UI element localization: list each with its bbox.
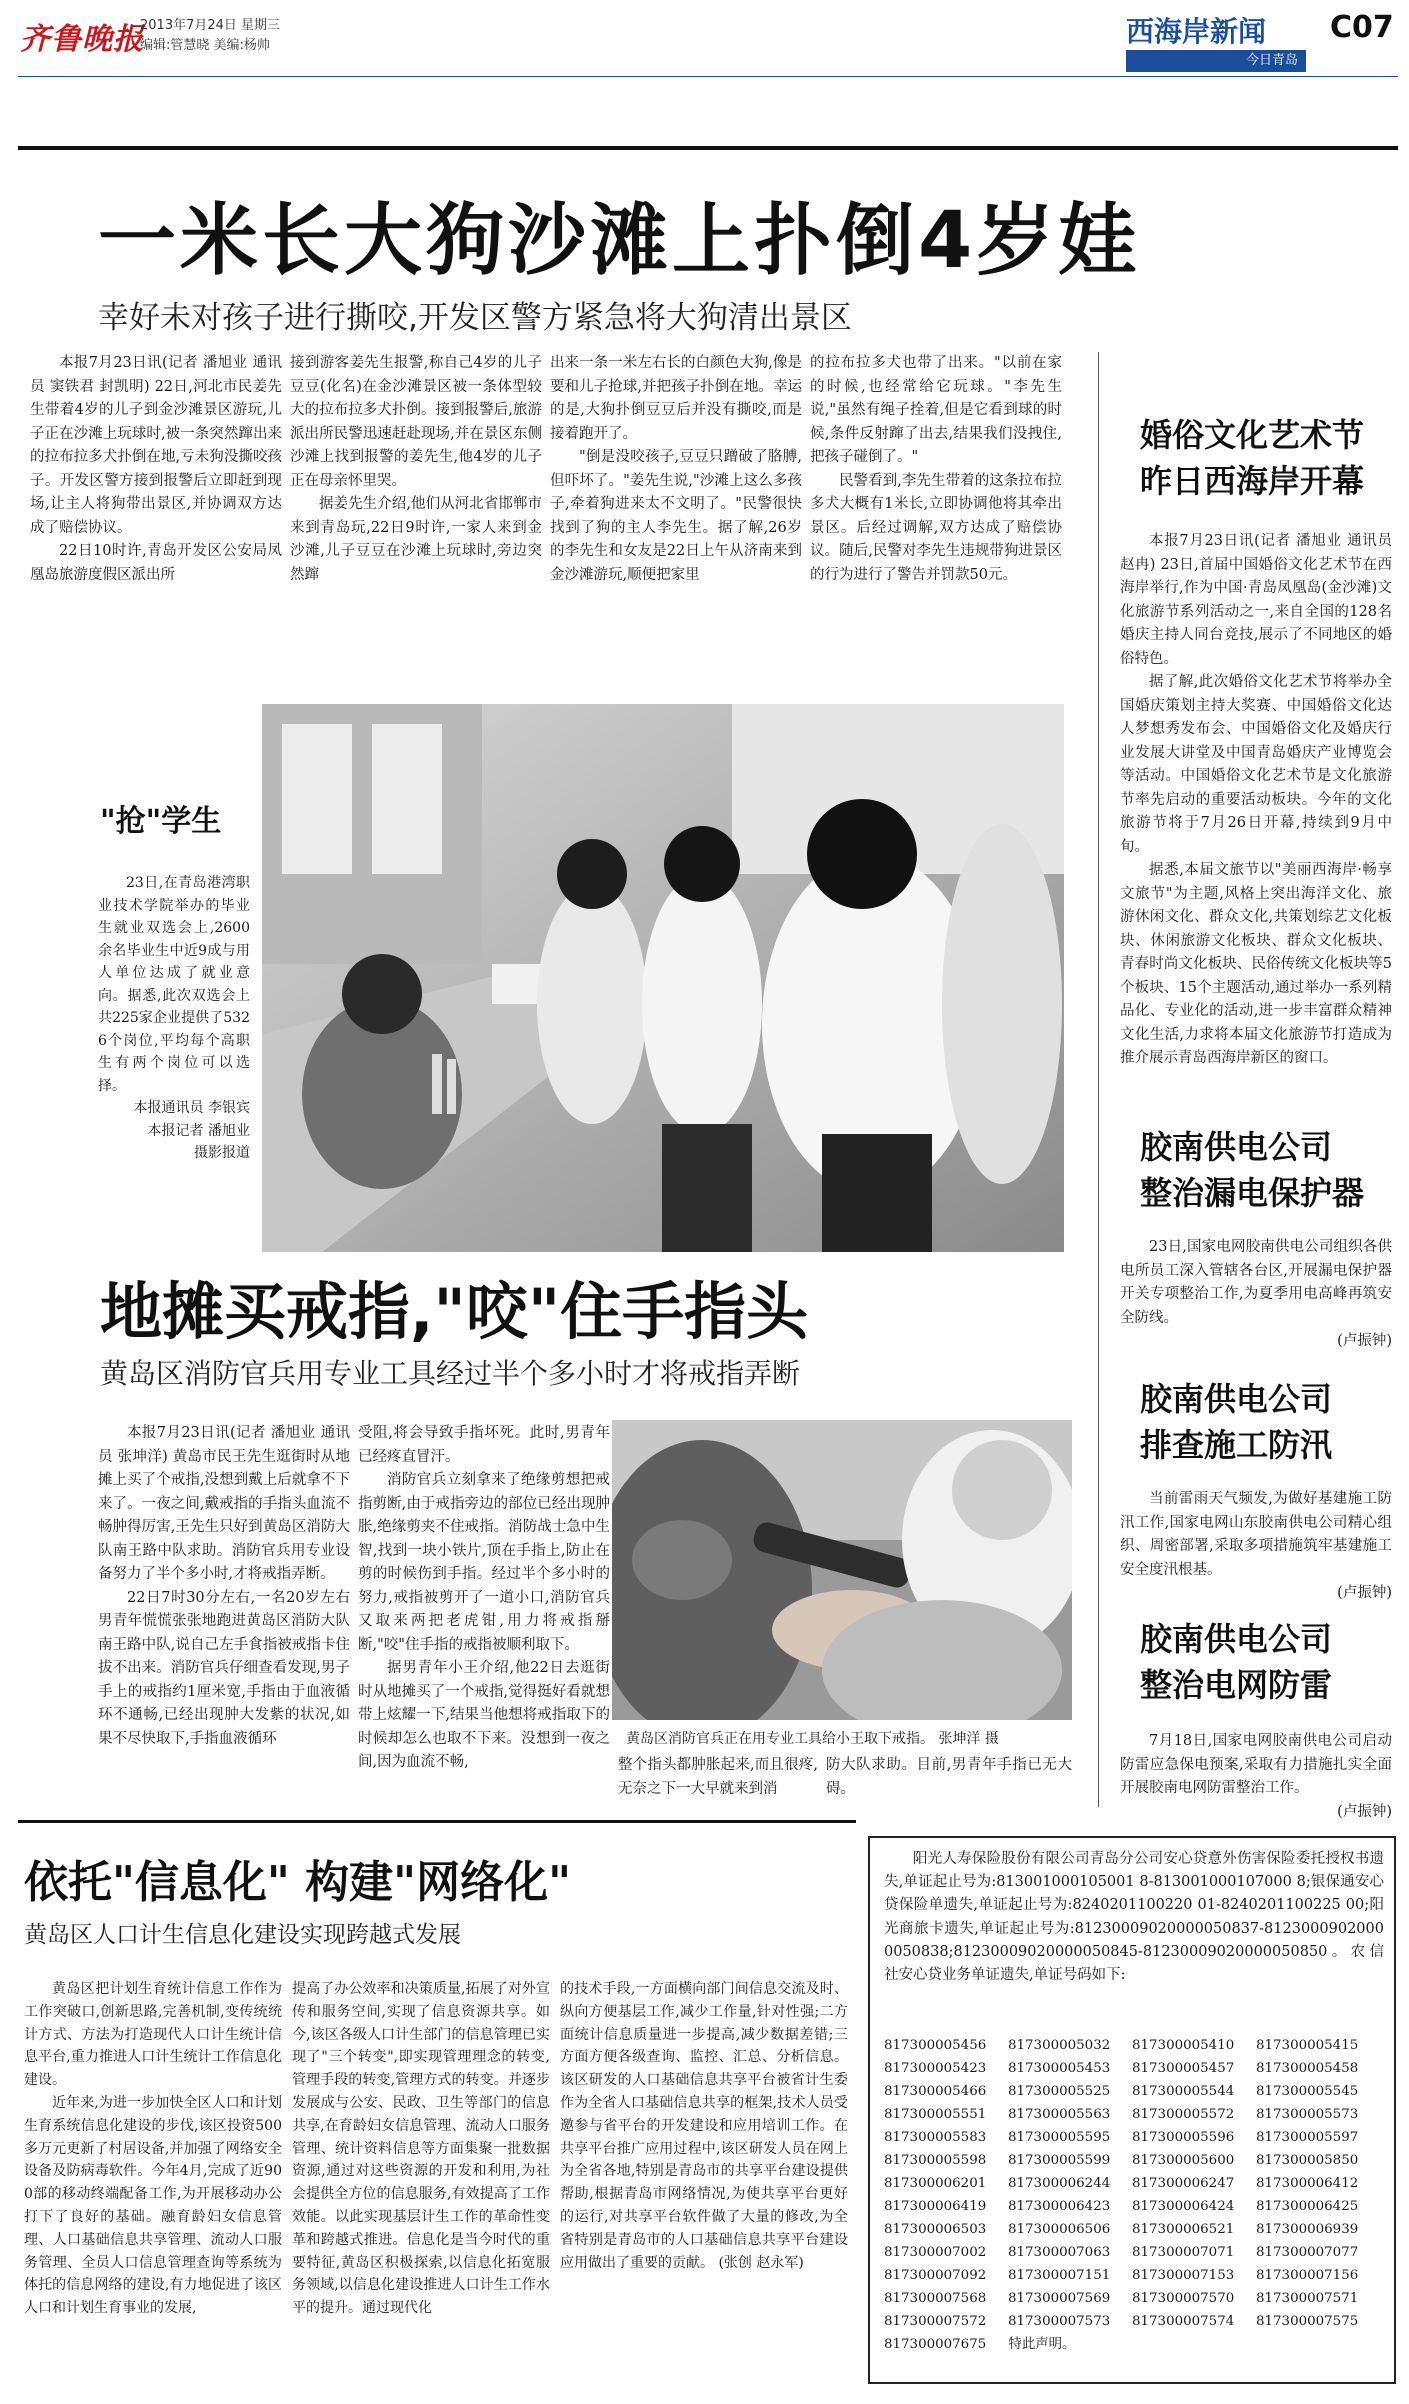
article1-col2 [290,352,542,587]
date-line: 2013年7月24日 星期三 [140,18,281,33]
certificate-code: 817300007572 [884,2314,987,2329]
certificate-code: 817300006244 [1008,2176,1111,2191]
certificate-code: 817300005850 [1256,2153,1359,2168]
page-number: C07 [1330,10,1394,45]
sidebar-paragraph: 当前雷雨天气频发,为做好基建施工防汛工作,国家电网山东胶南供电公司精心组织、周密部署,采取多项措施筑牢基建施工安全度汛根基。 [1120,1491,1392,1578]
certificate-code: 817300006503 [884,2222,987,2237]
certificate-code: 817300007092 [884,2268,987,2283]
certificate-code: 817300005544 [1132,2084,1235,2099]
article1-col3 [550,352,802,587]
job-fair-photo-image [262,704,1064,1252]
sidebar-story4-body [1120,1730,1392,1824]
article1-col1 [30,352,282,587]
sidebar-story1-body [1120,530,1392,1071]
sidebar-story4-title-line: 胶南供电公司 [1140,1620,1333,1658]
notice-code-row [884,2172,1384,2195]
article2-tail-left [618,1754,818,1801]
sidebar-story4-title-line: 整治电网防雷 [1140,1666,1333,1704]
section-bar [1040,10,1400,68]
sidebar-story2-body [1120,1236,1392,1354]
ring-removal-photo-image [612,1420,1072,1720]
certificate-code: 817300007063 [1008,2245,1111,2260]
job-fair-caption-text [98,872,250,1165]
certificate-code: 817300006247 [1132,2176,1235,2191]
sidebar-paragraph: 本报7月23日讯(记者 潘旭业 通讯员 赵冉) 23日,首届中国婚俗文化艺术节在西海岸举行,作为中国·青岛凤凰岛(金沙滩)文化旅游节系列活动之一,来自全国的128名婚庆主持人同台竞技,展示了不同地区的婚俗特色。 [1120,533,1392,667]
certificate-code: 817300005545 [1256,2084,1359,2099]
certificate-code: 817300006424 [1132,2199,1235,2214]
certificate-code: 817300005525 [1008,2084,1111,2099]
article1-col4 [810,352,1062,587]
certificate-code: 817300005596 [1132,2130,1235,2145]
article2-headline: 地摊买戒指,"咬"住手指头 [100,1275,809,1348]
certificate-code: 817300005597 [1256,2130,1359,2145]
certificate-code: 817300007002 [884,2245,987,2260]
certificate-code: 817300005458 [1256,2061,1359,2076]
certificate-code: 817300005563 [1008,2107,1111,2122]
sidebar-paragraph: 据了解,此次婚俗文化艺术节将举办全国婚庆策划主持大奖赛、中国婚俗文化达人梦想秀发布会、中国婚俗文化及婚庆行业发展大讲堂及中国青岛婚庆产业博览会等活动。中国婚俗文化艺术节是文化旅游节率先启动的重要活动板块。今年的文化旅游节将于7月26日开幕,持续到9月中旬。 [1120,674,1392,855]
certificate-code: 817300006425 [1256,2199,1359,2214]
article1-paragraph: 的拉布拉多犬也带了出来。"以前在家的时候,也经常给它玩球。"李先生说,"虽然有绳子拴着,但是它看到球的时候,条件反射蹿了出去,结果我们没拽住,把孩子碰倒了。" [810,355,1062,465]
photo-credit: 本报通讯员 李银宾 [133,1100,250,1116]
notice-code-row [884,2103,1384,2126]
certificate-code: 817300005572 [1132,2107,1235,2122]
article1-paragraph: "倒是没咬孩子,豆豆只蹭破了胳膊,但吓坏了。"姜先生说,"沙滩上这么多孩子,牵着狗进来太不文明了。"民警很快找到了狗的主人李先生。据了解,26岁的李先生和女友是22日上午从济南来到金沙滩游玩,顺便把家里 [550,449,802,583]
certificate-code: 817300007077 [1256,2245,1359,2260]
sidebar-byline: (卢振钟) [1337,1803,1392,1820]
section-title: 西海岸新闻 [1126,15,1267,48]
notice-ending: 特此声明。 [1008,2337,1076,2352]
job-fair-photo [262,704,1064,1252]
sidebar-story3-title-line: 排查施工防汛 [1140,1426,1333,1464]
job-fair-caption-paragraph: 23日,在青岛港湾职业技术学院举办的毕业生就业双选会上,2600余名毕业生中近9成与用人单位达成了就业意向。据悉,此次双选会上共225家企业提供了5326个岗位,平均每个高职生有两个岗位可以选择。 [98,875,250,1094]
certificate-code: 817300005466 [884,2084,987,2099]
notice-code-row [884,2034,1384,2057]
editor-line: 编辑:管慧晓 美编:杨帅 [140,38,270,53]
article3-paragraph: 近年来,为进一步加快全区人口和计划生育系统信息化建设的步伐,该区投资500多万元更新了村居设备,并加强了网络安全设备及防病毒软件。今年4月,完成了近900部的移动终端配备工作,为开展移动办公打下了良好的基础。融育龄妇女信息管理、人口基础信息共享管理、流动人口服务管理、全员人口信息管理查询等系统为体托的信息网络的建设,有力地促进了该区人口和计划生育事业的发展, [24,2094,282,2317]
sidebar-story2-title-line: 胶南供电公司 [1140,1128,1333,1166]
notice-code-row [884,2310,1384,2333]
article3-paragraph: 的技术手段,一方面横向部门间信息交流及时、纵向方便基层工作,减少工作量,针对性强;二方面统计信息质量进一步提高,减少数据差错;三方面方便各级查询、监控、汇总、分析信息。该区研发的人口基础信息共享平台被省计生委作为全省人口基础信息共享的框架,技术人员受邀参与省平台的开发建设和应用培训工作。在共享平台推广应用过程中,该区研发人员在网上为全省各地,特别是青岛市的共享平台建设提供帮助,根据青岛市网络情况,为使共享平台更好的运行,对共享平台软件做了大量的修改,为全省特别是青岛市的人口基础信息共享平台建设应用做出了重要的贡献。 (张创 赵永军) [560,1981,848,2271]
article3-paragraph: 提高了办公效率和决策质量,拓展了对外宣传和服务空间,实现了信息资源共享。如今,该区各级人口计生部门的信息管理已实现了"三个转变",即实现管理理念的转变,管理手段的转变,管理方式的转变。并逐步发展成与公安、民政、卫生等部门的信息共享,在育龄妇女信息管理、流动人口服务管理、统计资料信息等方面集聚一批数据资源,通过对这些资源的开发和利用,为社会提供全方位的信息服务,有效提高了工作效能。以此实现基层计生工作的革命性变革和跨越式推进。信息化是当今时代的重要特征,黄岛区积极探索,以信息化拓宽服务领域,以信息化建设推进人口计生工作水平的提升。通过现代化 [292,1981,550,2317]
certificate-code: 817300005457 [1132,2061,1235,2076]
certificate-code: 817300005573 [1256,2107,1359,2122]
notice-code-row [884,2241,1384,2264]
certificate-code: 817300006521 [1132,2222,1235,2237]
article2-col1 [98,1422,350,1751]
sidebar-story2-title [1140,1124,1364,1216]
certificate-code: 817300007675 [884,2337,987,2352]
sidebar-byline: (卢振钟) [1337,1333,1392,1349]
article1-paragraph: 本报7月23日讯(记者 潘旭业 通讯员 窦铁君 封凯明) 22日,河北市民姜先生带着4岁的儿子到金沙滩景区游玩,儿子正在沙滩上玩球时,被一条突然蹿出来的拉布拉多犬扑倒在地,亏未狗没撕咬孩子。开发区警方接到报警后立即赶到现场,让主人将狗带出景区,并协调双方达成了赔偿协议。 [30,355,282,536]
notice-code-row [884,2195,1384,2218]
article1-paragraph: 接到游客姜先生报警,称自己4岁的儿子豆豆(化名)在金沙滩景区被一条体型较大的拉布拉多犬扑倒。接到报警后,旅游派出所民警迅速赶赴现场,并在景区东侧沙滩上找到报警的姜先生,他4岁的儿子正在母亲怀里哭。 [290,355,542,489]
certificate-code: 817300005551 [884,2107,987,2122]
sidebar-story3-title [1140,1376,1332,1468]
article2-subhead: 黄岛区消防官兵用专业工具经过半个多小时才将戒指弄断 [100,1357,801,1390]
certificate-code: 817300006419 [884,2199,987,2214]
certificate-code: 817300006939 [1256,2222,1359,2237]
certificate-code: 817300006412 [1256,2176,1359,2191]
certificate-code: 817300007574 [1132,2314,1235,2329]
sidebar-byline: (卢振钟) [1337,1585,1392,1601]
certificate-code: 817300005410 [1132,2038,1235,2053]
article2-paragraph: 22日7时30分左右,一名20岁左右男青年慌慌张张地跑进黄岛区消防大队南王路中队,说自己左手食指被戒指卡住拔不出来。消防官兵仔细查看发现,男子手上的戒指约1厘米宽,手指由于血液循环不通畅,已经出现肿大发紫的状况,如果不尽快取下,手指血液循环 [98,1589,350,1747]
sidebar-story3-title-line: 胶南供电公司 [1140,1380,1333,1418]
sidebar-story3-body [1120,1488,1392,1606]
ring-removal-caption: 黄岛区消防官兵正在用专业工具给小王取下戒指。 张坤洋 摄 [626,1731,999,1747]
article3-paragraph: 黄岛区把计划生育统计信息工作作为工作突破口,创新思路,完善机制,变传统统计方式、方法为打造现代人口计生统计信息平台,重力推进人口计生统计工作信息化建设。 [24,1981,282,2089]
notice-code-row [884,2080,1384,2103]
notice-code-row [884,2057,1384,2080]
sidebar-story1-title [1140,412,1364,504]
article2-paragraph: 据男青年小王介绍,他22日去逛街时从地摊买了一个戒指,觉得挺好看就想带上炫耀一下,结果当他想将戒指取下的时候却怎么也取不下来。没想到一夜之间,因为血流不畅, [358,1660,610,1770]
article2-paragraph: 消防官兵立刻拿来了绝缘剪想把戒指剪断,由于戒指旁边的部位已经出现肿胀,绝缘剪夹不住戒指。消防战士急中生智,找到一块小铁片,顶在手指上,防止在剪的时候伤到手指。经过半个多小时的努力,戒指被剪开了一道小口,消防官兵又取来两把老虎钳,用力将戒指掰断,"咬"住手指的戒指被顺利取下。 [358,1472,610,1653]
certificate-code: 817300005032 [1008,2038,1111,2053]
article2-paragraph: 本报7月23日讯(记者 潘旭业 通讯员 张坤洋) 黄岛市民王先生逛街时从地摊上买了个戒指,没想到戴上后就拿不下来了。一夜之间,戴戒指的手指头血流不畅肿得厉害,王先生只好到黄岛区消防大队南王路中队求助。消防官兵用专业设备努力了半个多小时,才将戒指弄断。 [98,1425,350,1582]
article2-paragraph: 受阻,将会导致手指坏死。此时,男青年已经疼直冒汗。 [358,1425,610,1465]
article2-paragraph: 整个指头都肿胀起来,而且很疼,无奈之下一大早就来到消 [618,1757,818,1797]
sidebar-story4-title [1140,1616,1332,1708]
article2-tail-right [826,1754,1072,1801]
photo-credit: 本报记者 潘旭业 [147,1122,250,1139]
notice-code-table [884,2034,1384,2356]
certificate-code: 817300007151 [1008,2268,1111,2283]
certificate-code: 817300007570 [1132,2291,1235,2306]
notice-code-row [884,2287,1384,2310]
article1-paragraph: 民警看到,李先生带着的这条拉布拉多犬大概有1米长,立即协调他将其牵出景区。后经过调解,双方达成了赔偿协议。随后,民警对李先生违规带狗进景区的行为进行了警告并罚款50元。 [810,472,1062,583]
certificate-code: 817300005600 [1132,2153,1235,2168]
article1-subhead: 幸好未对孩子进行撕咬,开发区警方紧急将大狗清出景区 [98,300,852,336]
newspaper-logo: 齐鲁晚报 [20,22,144,57]
certificate-code: 817300006201 [884,2176,987,2191]
notice-intro: 阳光人寿保险股份有限公司青岛分公司安心贷意外伤害保险委托授权书遗失,单证起止号为:813001000105001 8-813001000107000 8;银保通安心贷保险单遗失,单证起止号为:8240201100220 01-8240201100225 00;阳光商旅卡遗失,单证起止号为:81230009020000050837-81230009020000050838;81230009020000050845-81230009020000050850。农信社安心贷业务单证遗失,单证号码如下: [884,1851,1384,1984]
certificate-code: 817300006423 [1008,2199,1111,2214]
certificate-code: 817300005456 [884,2038,987,2053]
article3-top-rule [18,1820,856,1823]
sidebar-paragraph: 23日,国家电网胶南供电公司组织各供电所员工深入管辖各台区,开展漏电保护器开关专项整治工作,为夏季用电高峰再筑安全防线。 [1120,1239,1392,1326]
certificate-code: 817300005583 [884,2130,987,2145]
job-fair-caption-title: "抢"学生 [100,804,222,839]
article1-headline: 一米长大狗沙滩上扑倒4岁娃 [98,196,1141,286]
certificate-code: 817300007575 [1256,2314,1359,2329]
certificate-code: 817300007573 [1008,2314,1111,2329]
lost-certificate-notice [868,1836,1396,2384]
article3-headline: 依托"信息化" 构建"网络化" [24,1857,572,1908]
certificate-code: 817300005599 [1008,2153,1111,2168]
certificate-code: 817300005415 [1256,2038,1359,2053]
article1-paragraph: 22日10时许,青岛开发区公安局凤凰岛旅游度假区派出所 [30,543,282,583]
certificate-code: 817300005453 [1008,2061,1111,2076]
certificate-code: 817300005423 [884,2061,987,2076]
masthead-rule [18,76,1398,77]
article3-col2 [292,1978,550,2320]
sidebar-divider [1098,352,1099,1807]
notice-code-row [884,2149,1384,2172]
sidebar-paragraph: 7月18日,国家电网胶南供电公司启动防雷应急保电预案,采取有力措施扎实全面开展胶南电网防雷整治工作。 [1120,1733,1392,1796]
certificate-code: 817300007156 [1256,2268,1359,2283]
sidebar-story2-title-line: 整治漏电保护器 [1140,1174,1365,1212]
article1-top-rule [18,146,1398,150]
article1-paragraph: 出来一条一米左右长的白颜色大狗,像是要和儿子抢球,并把孩子扑倒在地。幸运的是,大狗扑倒豆豆后并没有撕咬,而是接着跑开了。 [550,355,802,442]
article2-paragraph: 防大队求助。目前,男青年手指已无大碍。 [826,1757,1072,1797]
sidebar-story1-title-line: 婚俗文化艺术节 [1140,416,1365,454]
certificate-code: 817300007568 [884,2291,987,2306]
certificate-code: 817300005595 [1008,2130,1111,2145]
article2-col2 [358,1422,610,1775]
certificate-code: 817300007071 [1132,2245,1235,2260]
notice-last-row [884,2333,1384,2356]
certificate-code: 817300007571 [1256,2291,1359,2306]
sidebar-paragraph: 据悉,本届文旅节以"美丽西海岸·畅享文旅节"为主题,风格上突出海洋文化、旅游休闲文化、群众文化,共策划综艺文化板块、休闲旅游文化板块、群众文化板块、青春时尚文化板块、民俗传统文化板块等5个板块、15个主题活动,通过举办一系列精品化、专业化的活动,进一步丰富群众精神文化生活,力求将本届文化旅游节打造成为推介展示青岛西海岸新区的窗口。 [1120,862,1392,1066]
certificate-code: 817300007569 [1008,2291,1111,2306]
article3-subhead: 黄岛区人口计生信息化建设实现跨越式发展 [24,1922,461,1948]
certificate-code: 817300007153 [1132,2268,1235,2283]
article1-paragraph: 据姜先生介绍,他们从河北省邯郸市来到青岛玩,22日9时许,一家人来到金沙滩,儿子豆豆在沙滩上玩球时,旁边突然蹿 [290,496,542,583]
subsection-label: 今日青岛 [1126,50,1306,72]
certificate-code: 817300005598 [884,2153,987,2168]
sidebar-story1-title-line: 昨日西海岸开幕 [1140,462,1365,500]
notice-code-row [884,2264,1384,2287]
ring-removal-photo [612,1420,1072,1720]
notice-code-row [884,2218,1384,2241]
article3-col1 [24,1978,282,2320]
certificate-code: 817300006506 [1008,2222,1111,2237]
notice-code-row [884,2126,1384,2149]
article3-col3 [560,1978,848,2274]
photo-credit: 摄影报道 [194,1145,250,1161]
